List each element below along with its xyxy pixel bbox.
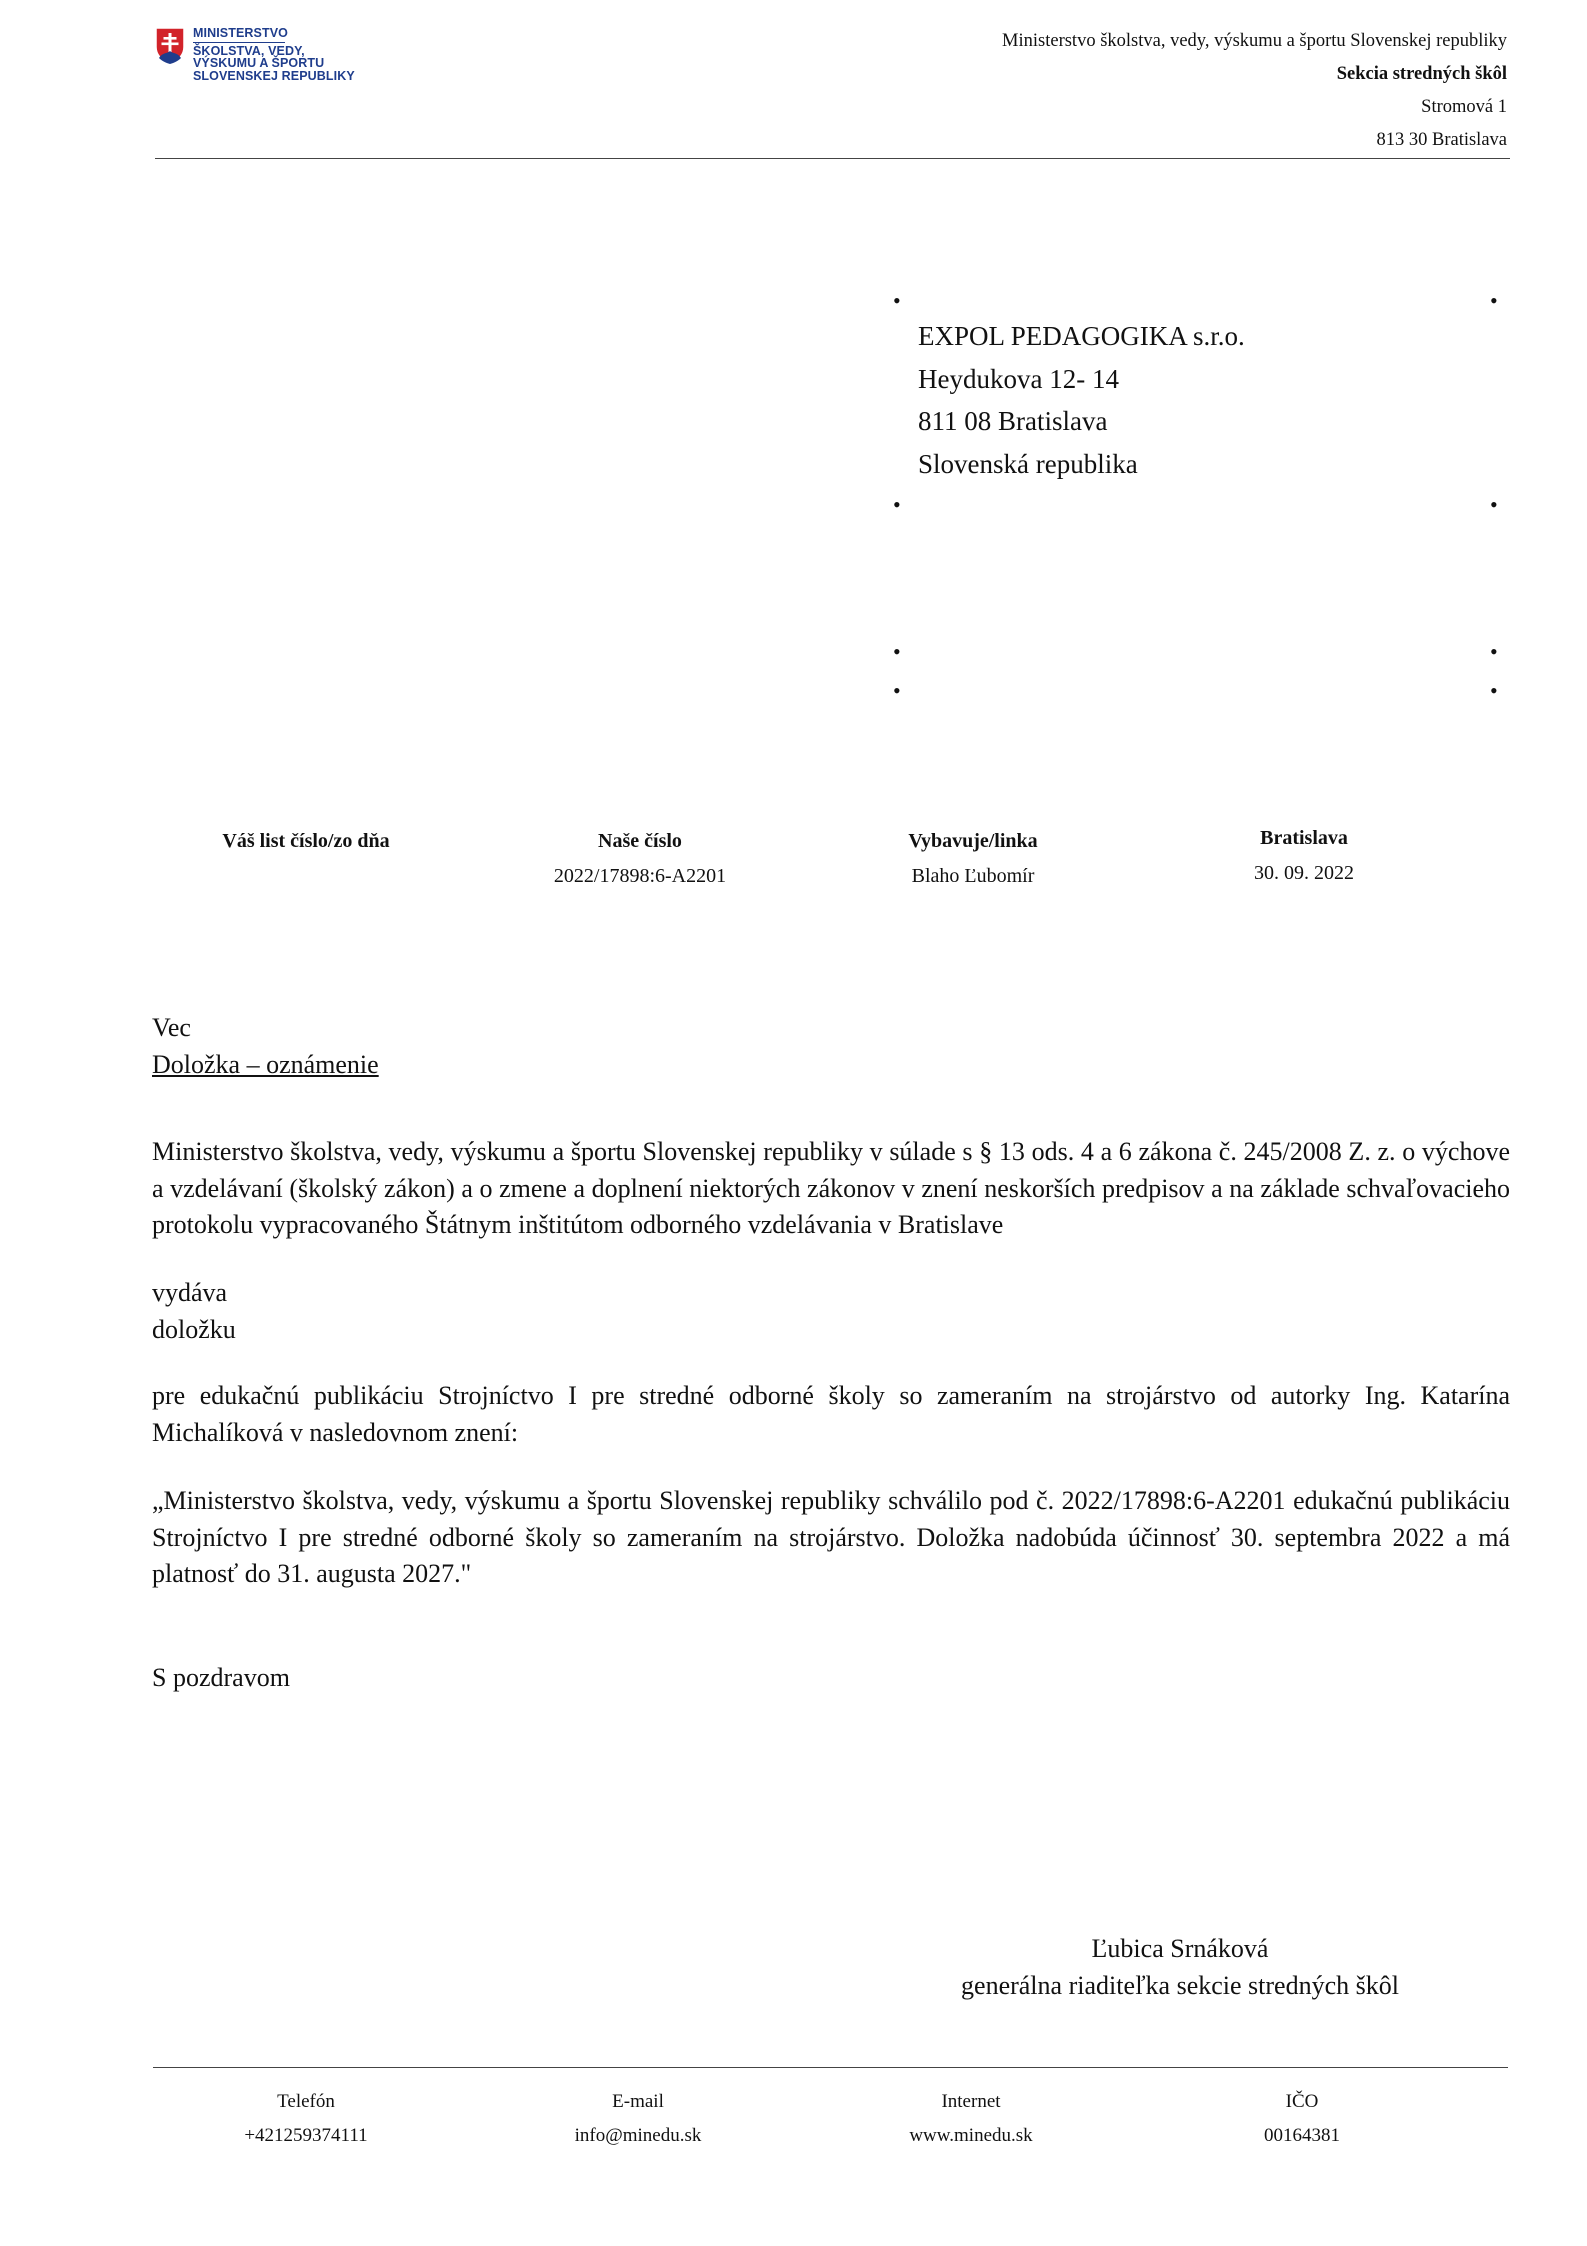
ref-handled-by-label: Vybavuje/linka [908,830,1038,852]
footer-phone-value: +421259374111 [244,2125,368,2146]
clause-text: doložku [152,1314,236,1344]
signature-block [900,1931,1460,2004]
ref-place-label: Bratislava [1260,827,1348,849]
sender-address [807,25,1507,157]
recipient-name: EXPOL PEDAGOGIKA s.r.o. [918,321,1245,351]
paragraph-publication: pre edukačnú publikáciu Strojníctvo I pre stredné odborné školy so zameraním na strojárstvo od autorky Ing. Katarína Michalíková v nasledovnom znení: [152,1381,1510,1447]
recipient-city: 811 08 Bratislava [918,406,1108,436]
recipient-country: Slovenská republika [918,448,1138,479]
ref-our-number-label: Naše číslo [598,830,682,852]
footer-internet-value: www.minedu.sk [909,2125,1033,2146]
coat-of-arms-icon [155,27,185,65]
ref-handled-by-value: Blaho Ľubomír [911,865,1035,887]
address-bullet: • [893,492,901,517]
footer-ico [1152,2085,1452,2153]
subject-block [152,1010,1510,1083]
issues-text: vydáva [152,1278,228,1307]
footer-ico-label: IČO [1285,2091,1319,2112]
sender-street: Stromová 1 [1421,97,1507,117]
subject-label: Vec [152,1013,191,1042]
sender-section: Sekcia stredných škôl [1336,64,1507,84]
footer-email-value: info@minedu.sk [574,2125,702,2146]
subject-text: Doložka – oznámenie [152,1049,379,1079]
ref-your-letter [156,824,456,859]
sender-city: 813 30 Bratislava [1376,130,1507,150]
recipient-address [918,315,1245,485]
header-divider [155,158,1510,159]
closing: S pozdravom [152,1663,290,1692]
footer-email [488,2085,788,2153]
logo-wordmark [193,27,355,82]
address-bullet: • [1490,492,1498,517]
address-bullet: • [893,678,901,703]
address-bullet: • [1490,288,1498,313]
sender-ministry: Ministerstvo školstva, vedy, výskumu a športu Slovenskej republiky [1002,31,1507,51]
ref-place-date [1154,821,1454,891]
address-bullet: • [893,288,901,313]
ref-our-number-value: 2022/17898:6-A2201 [553,865,727,887]
ministry-logo [155,26,355,87]
address-bullet: • [1490,678,1498,703]
signatory-title: generálna riaditeľka sekcie stredných škôl [961,1970,1399,2000]
ref-our-number [490,824,790,894]
paragraph-legal-basis: Ministerstvo školstva, vedy, výskumu a športu Slovenskej republiky v súlade s § 13 ods. 4 a 6 zákona č. 245/2008 Z. z. o výchove a vzdelávaní (školský zákon) a o zmene a doplnení niektorých zákonov v znení neskorších predpisov a na základe schvaľovacieho protokolu vypracovaného Štátnym inštitútom odborného vzdelávania v Bratislave [152,1137,1510,1239]
footer-internet [821,2085,1121,2153]
address-bullet: • [893,639,901,664]
address-bullet: • [1490,639,1498,664]
recipient-street: Heydukova 12- 14 [918,363,1119,394]
logo-line-4: SLOVENSKEJ REPUBLIKY [193,68,355,83]
logo-line-1: MINISTERSTVO [193,27,285,43]
footer-ico-value: 00164381 [1264,2125,1340,2146]
ref-handled-by [823,824,1123,894]
footer-internet-label: Internet [941,2091,1001,2112]
ref-date-value: 30. 09. 2022 [1254,862,1354,884]
logo-line-2: ŠKOLSTVA, VEDY, [193,43,305,58]
footer-divider [153,2067,1508,2068]
footer-phone [156,2085,456,2153]
ref-your-letter-label: Váš list číslo/zo dňa [222,830,390,852]
footer-phone-label: Telefón [277,2091,335,2112]
footer-email-label: E-mail [612,2091,664,2112]
logo-line-3: VÝSKUMU A ŠPORTU [193,56,325,70]
signatory-name: Ľubica Srnáková [1091,1934,1269,1963]
paragraph-clause-wording: „Ministerstvo školstva, vedy, výskumu a športu Slovenskej republiky schválilo pod č. 2022/17898:6-A2201 edukačnú publikáciu Strojníctvo I pre stredné odborné školy so zameraním na strojárstvo. Doložka nadobúda účinnosť 30. septembra 2022 a má platnosť do 31. augusta 2027." [152,1486,1510,1588]
issuance-block [152,1275,1510,1348]
